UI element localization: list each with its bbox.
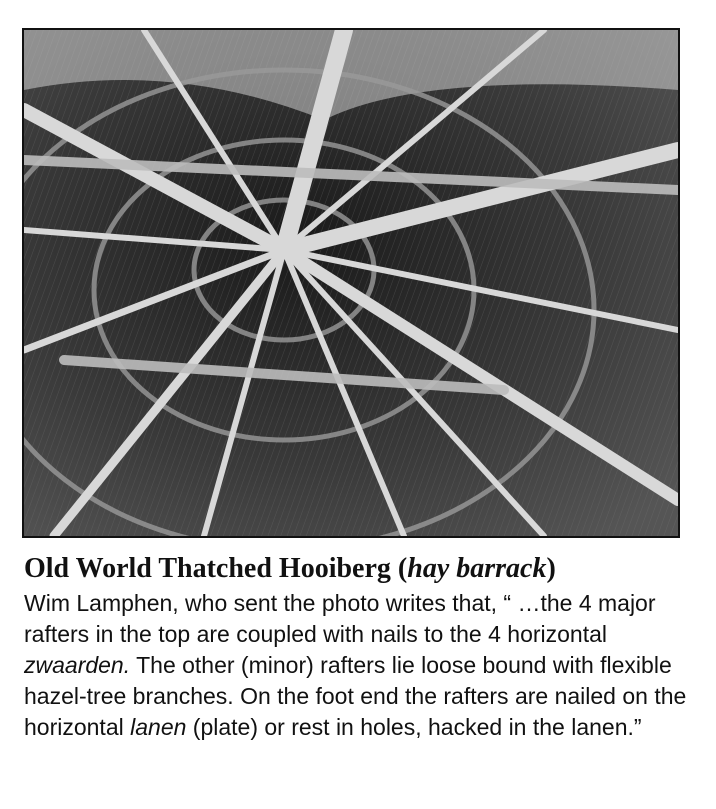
caption-title — [24, 552, 704, 586]
caption-title-main: Old World Thatched Hooiberg ( — [24, 553, 408, 584]
roof-rafters-illustration — [24, 30, 678, 536]
caption-title-italic: hay barrack — [407, 553, 547, 584]
caption-body-text: Wim Lamphen, who sent the photo writes that, “ …the 4 major rafters in the top are coupled with nails to the 4 horizontal — [24, 590, 656, 647]
thatched-roof-photo — [22, 28, 680, 538]
caption-title-end: ) — [546, 553, 556, 584]
caption-body — [24, 588, 704, 743]
caption-body-text: (plate) or rest in holes, hacked in the lanen.” — [186, 714, 642, 740]
caption-body-text: The other (minor) rafters lie loose bound with flexible hazel-tree branches. On the foot end the rafters are nailed on the horizontal — [24, 652, 687, 740]
caption-term-zwaarden: zwaarden. — [24, 652, 131, 678]
photo-caption — [24, 552, 704, 743]
caption-term-lanen: lanen — [130, 714, 187, 740]
